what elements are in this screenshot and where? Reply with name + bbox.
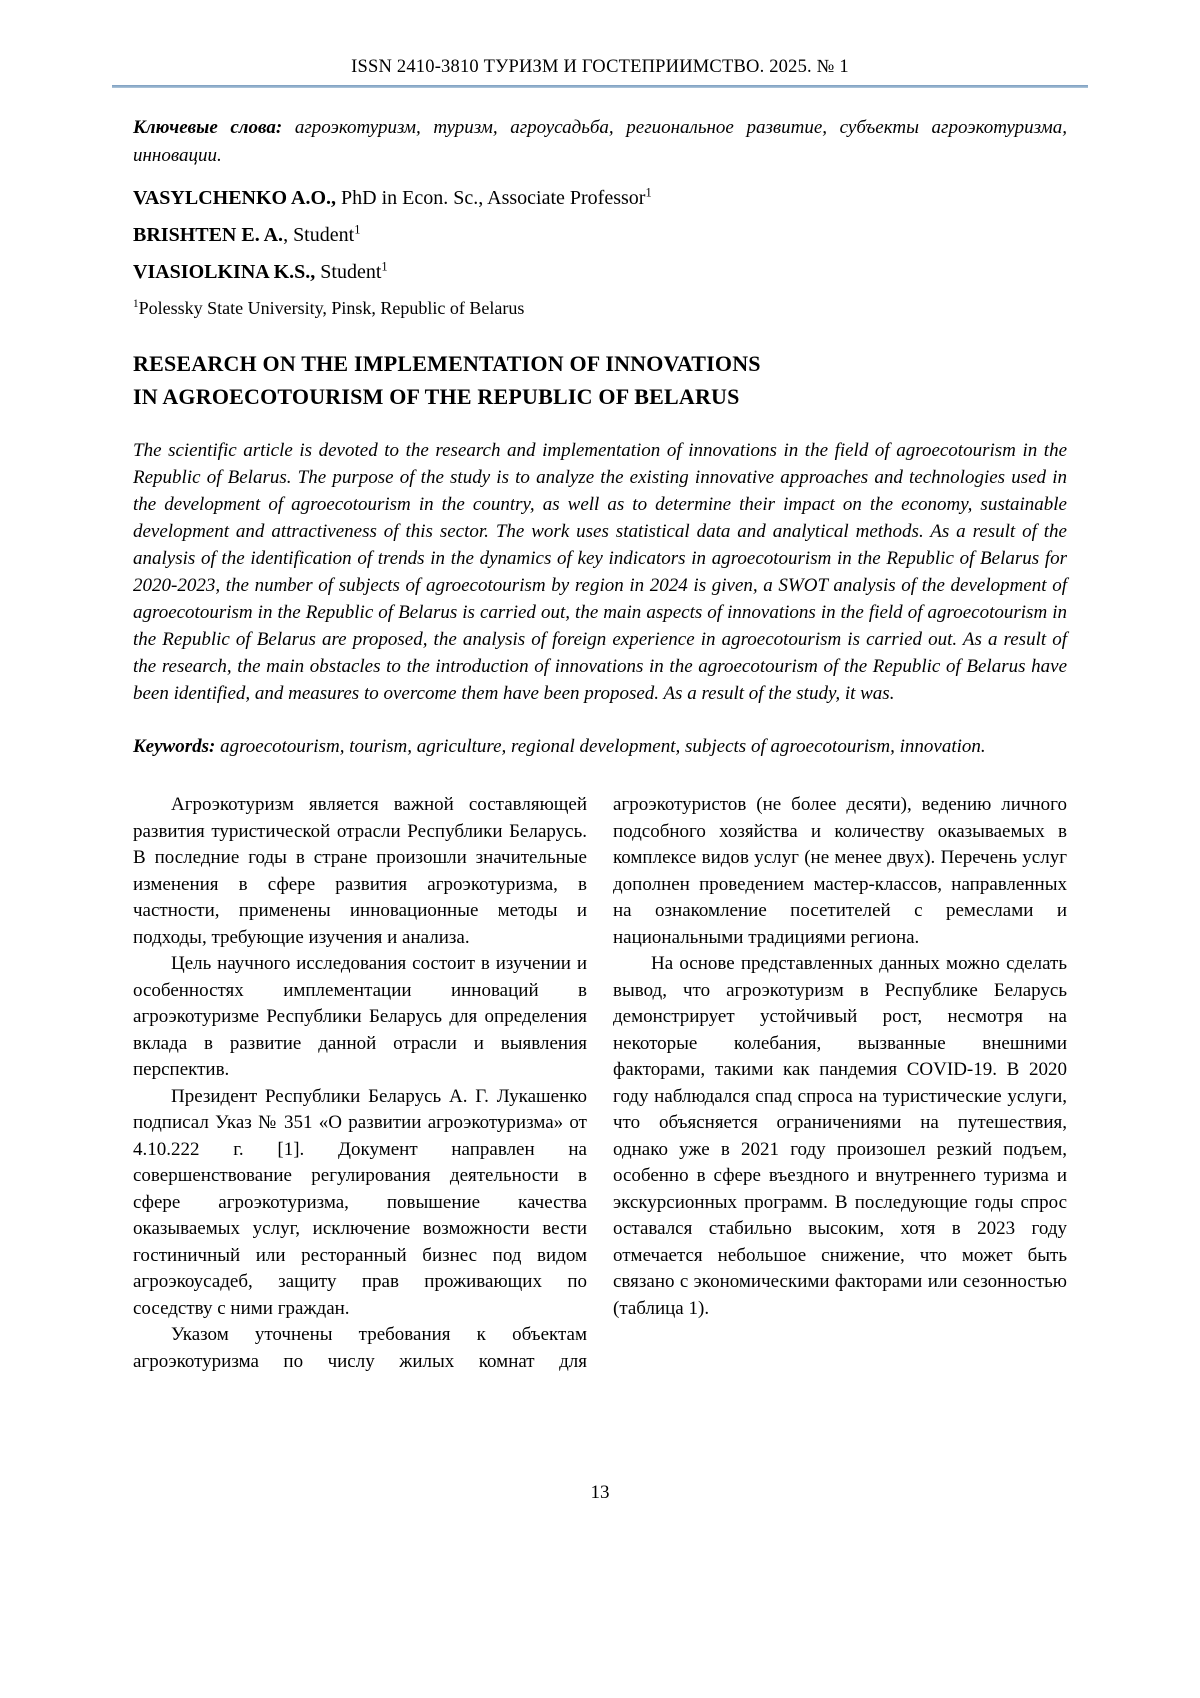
author-name: BRISHTEN E. A. (133, 224, 284, 246)
authors-block (133, 186, 1067, 319)
affiliation-text: Polessky State University, Pinsk, Republic of Belarus (138, 298, 525, 318)
body-paragraph: Указом уточнены требования к объектам агроэкотуризма по числу жилых комнат для (133, 1324, 587, 1372)
author-name: VASYLCHENKO A.O., (133, 187, 337, 209)
abstract: The scientific article is devoted to the research and implementation of innovations in the field of agroecotourism in the Republic of Belarus. The purpose of the study is to analyze the existing innovative approaches and technologies used in the development of agroecotourism in the country, as well as to determine their impact on the economy, sustainable development and attractiveness of this sector. The work uses statistical data and analytical methods. As a result of the analysis of the identification of trends in the dynamics of key indicators in agroecotourism in the Republic of Belarus for 2020-2023, the number of subjects of agroecotourism by region in 2024 is given, a SWOT analysis of the development of agroecotourism in the Republic of Belarus is carried out, the main aspects of innovations in the field of agroecotourism in the Republic of Belarus are proposed, the analysis of foreign experience in agroecotourism is carried out. As a result of the research, the main obstacles to the introduction of innovations in the agroecotourism of the Republic of Belarus have been identified, and measures to overcome them have been proposed. As a result of the study, it was. (133, 440, 1067, 704)
journal-header: ISSN 2410-3810 ТУРИЗМ И ГОСТЕПРИИМСТВО. 2025. № 1 (351, 57, 849, 77)
affiliation-sup: 1 (133, 298, 139, 310)
author-role: Student (315, 261, 382, 283)
author-name: VIASIOLKINA K.S., (133, 261, 316, 283)
keywords-ru-text: агроэкотуризм, туризм, агроусадьба, региональное развитие, субъекты агроэкотуризма, инновации. (133, 117, 1067, 166)
body-paragraph: Агроэкотуризм является важной составляющей развития туристической отрасли Республики Беларусь. В последние годы в стране произошли значительные изменения в сфере развития агроэкотуризма, в частности, применены инновационные методы и подходы, требующие изучения и анализа. (133, 794, 587, 948)
body-paragraph: Президент Республики Беларусь А. Г. Лукашенко подписал Указ № 351 «О развитии агроэкотуризма» от 4.10.222 г. [1]. Документ направлен на совершенствование регулирования деятельности в сфере агроэкотуризма, повышение качества оказываемых услуг, исключение возможности вести гостиничный или ресторанный бизнес под видом агроэкоусадеб, защиту прав проживающих по соседству с ними граждан. (133, 1085, 587, 1319)
body-paragraph: На основе представленных данных можно сделать вывод, что агроэкотуризм в Республике Беларусь демонстрирует устойчивый рост, несмотря на некоторые колебания, вызванные внешними факторами, такими как пандемия COVID-19. В 2020 году наблюдался спад спроса на туристические услуги, что объясняется ограничениями на путешествия, однако уже в 2021 году произошел резкий подъем, особенно в сфере въездного и внутреннего туризма и экскурсионных программ. В последующие годы спрос оставался стабильно высоким, хотя в 2023 году отмечается небольшое снижение, что может быть связано с экономическими факторами или сезонностью (таблица 1). (613, 953, 1067, 1319)
left-column (133, 792, 587, 1375)
author-line (133, 186, 1067, 210)
running-header (133, 56, 1067, 88)
page-number: 13 (590, 1482, 610, 1503)
title-line-1: RESEARCH ON THE IMPLEMENTATION OF INNOVATIONS (133, 351, 761, 376)
affiliation (133, 297, 1067, 319)
author-affiliation-sup: 1 (381, 259, 388, 274)
title-line-2: IN AGROECOTOURISM OF THE REPUBLIC OF BELARUS (133, 384, 740, 409)
article-title (133, 347, 1067, 413)
header-rule (112, 85, 1088, 88)
author-role: , Student (283, 224, 355, 246)
keywords-ru (133, 114, 1067, 170)
keywords-en (133, 733, 1067, 760)
author-role: PhD in Econ. Sc., Associate Professor (336, 187, 646, 209)
body-paragraph: Цель научного исследования состоит в изучении и особенностях имплементации инноваций в агроэкотуризме Республики Беларусь для определения вклада в развитие данной отрасли и выявления перспектив. (133, 953, 587, 1080)
author-affiliation-sup: 1 (354, 222, 361, 237)
keywords-en-text: agroecotourism, tourism, agriculture, regional development, subjects of agroecotourism, innovation. (215, 736, 986, 757)
right-column (613, 792, 1067, 1375)
body-paragraph: агроэкотуристов (не более десяти), ведению личного подсобного хозяйства и количеству оказываемых в комплексе видов услуг (не менее двух). Перечень услуг дополнен проведением мастер-классов, направленных на ознакомление посетителей с ремеслами и национальными традициями региона. (613, 794, 1067, 948)
author-line (133, 260, 1067, 284)
author-line (133, 223, 1067, 247)
author-affiliation-sup: 1 (645, 185, 652, 200)
body-columns (133, 792, 1067, 1375)
keywords-en-label: Keywords: (133, 736, 216, 757)
keywords-ru-label: Ключевые слова: (133, 117, 283, 138)
